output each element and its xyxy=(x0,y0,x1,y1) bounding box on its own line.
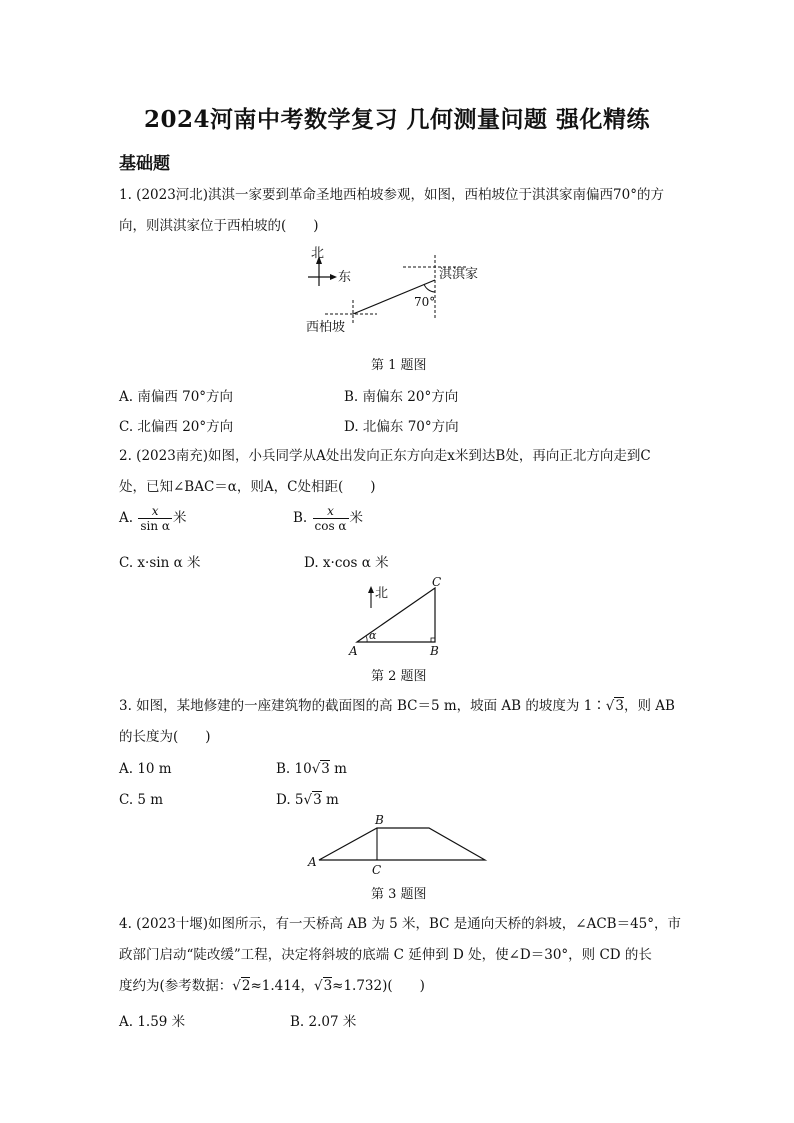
q4-option-a: A. 1.59 米 xyxy=(119,1014,186,1030)
q3-option-b-pre: B. 10 xyxy=(276,761,312,777)
q2-option-d: D. x·cos α 米 xyxy=(304,555,389,571)
q3-option-b: B. 10√3 m xyxy=(276,761,347,777)
q3-line1-post: ，则 AB xyxy=(623,698,675,714)
q1-option-b: B. 南偏东 20°方向 xyxy=(344,389,459,405)
section-heading: 基础题 xyxy=(119,154,170,174)
q3-option-d: D. 5√3 m xyxy=(276,792,339,808)
q3-option-a: A. 10 m xyxy=(119,761,172,777)
q4-line3: 度约为(参考数据：√2≈1.414，√3≈1.732)( ) xyxy=(119,978,425,994)
q1-angle-label: 70° xyxy=(414,295,436,309)
q3-line1: 3. 如图，某地修建的一座建筑物的截面图的高 BC＝5 m，坡面 AB 的坡度为 1∶√3，则 AB xyxy=(119,698,675,714)
q3-figure xyxy=(305,810,495,880)
q3-option-d-pre: D. 5 xyxy=(276,792,304,808)
q2-label-a: A xyxy=(349,644,358,658)
q1-line2: 向，则淇淇家位于西柏坡的( ) xyxy=(119,218,319,234)
q3-line2: 的长度为( ) xyxy=(119,729,211,745)
q3-option-d-post: m xyxy=(321,792,339,808)
q2-option-b-label: B. xyxy=(293,510,308,526)
q1-home-label: 淇淇家 xyxy=(439,267,479,282)
q2-caption: 第 2 题图 xyxy=(371,669,427,684)
q2-option-a-numerator: x xyxy=(151,504,159,518)
q2-option-b-denominator: cos α xyxy=(314,519,347,533)
q1-east-label: 东 xyxy=(338,270,352,285)
q3-label-c: C xyxy=(372,863,382,877)
q2-option-b-numerator: x xyxy=(327,504,334,518)
q2-line2: 处，已知∠BAC＝α，则A，C处相距( ) xyxy=(119,479,376,495)
q2-option-a-label: A. xyxy=(119,510,134,526)
q3-option-b-post: m xyxy=(329,761,347,777)
q4-line3-pre: 度约为(参考数据： xyxy=(119,978,233,994)
q4-option-b: B. 2.07 米 xyxy=(290,1014,357,1030)
q3-label-b: B xyxy=(375,813,384,827)
q2-option-a-unit: 米 xyxy=(173,510,187,526)
q4-line3-radicand-3: 3 xyxy=(323,978,333,994)
q1-caption: 第 1 题图 xyxy=(371,358,427,373)
q4-line2: 政部门启动“陡改缓”工程，决定将斜坡的底端 C 延伸到 D 处，使∠D＝30°，则 CD 的长 xyxy=(119,947,652,963)
q2-line1: 2. (2023南充)如图，小兵同学从A处出发向正东方向走x米到达B处，再向正北方向走到C xyxy=(119,448,651,464)
q1-option-c: C. 北偏西 20°方向 xyxy=(119,419,234,435)
q3-option-b-radicand: 3 xyxy=(321,761,330,777)
q3-option-d-radicand: 3 xyxy=(313,792,322,808)
q4-line3-post: ≈1.732)( ) xyxy=(332,978,425,994)
q2-figure xyxy=(345,575,455,660)
q2-alpha-label: α xyxy=(369,629,377,642)
q2-option-a-fraction xyxy=(138,504,172,533)
q2-option-a xyxy=(119,504,187,533)
q3-line1-radicand: 3 xyxy=(615,698,624,714)
q1-xibaipo-label: 西柏坡 xyxy=(306,320,346,335)
q1-option-a: A. 南偏西 70°方向 xyxy=(119,389,234,405)
q1-option-d: D. 北偏东 70°方向 xyxy=(344,419,459,435)
q2-alpha-arc xyxy=(366,636,367,642)
q4-line1: 4. (2023十堰)如图所示，有一天桥高 AB 为 5 米，BC 是通向天桥的斜坡，∠ACB＝45°，市 xyxy=(119,916,682,932)
q2-option-b-unit: 米 xyxy=(349,510,364,526)
q1-north-label: 北 xyxy=(311,246,325,261)
q1-angle-arc xyxy=(424,284,435,292)
q3-label-a: A xyxy=(308,855,317,869)
q3-line1-pre: 3. 如图，某地修建的一座建筑物的截面图的高 BC＝5 m，坡面 AB 的坡度为 1∶ xyxy=(119,698,606,714)
page-title: 2024河南中考数学复习 几何测量问题 强化精练 xyxy=(143,106,651,133)
q2-option-b xyxy=(293,504,363,533)
q4-line3-mid: ≈1.414， xyxy=(250,978,314,994)
q2-option-c: C. x·sin α 米 xyxy=(119,555,201,571)
q2-option-a-denominator: sin α xyxy=(140,519,170,533)
q1-line1: 1. (2023河北)淇淇一家要到革命圣地西柏坡参观，如图，西柏坡位于淇淇家南偏西70°的方 xyxy=(119,187,664,203)
q3-option-c: C. 5 m xyxy=(119,792,164,808)
q3-trapezoid xyxy=(319,828,485,860)
q2-label-c: C xyxy=(432,575,442,589)
q2-north-label: 北 xyxy=(375,586,389,601)
q3-caption: 第 3 题图 xyxy=(371,887,427,902)
q2-label-b: B xyxy=(430,644,439,658)
q2-north-arrow-icon xyxy=(368,586,374,593)
q2-option-b-fraction xyxy=(313,504,349,533)
east-arrow-icon xyxy=(330,274,337,280)
q1-figure xyxy=(295,240,495,340)
q4-line3-radicand-2: 2 xyxy=(241,978,251,994)
